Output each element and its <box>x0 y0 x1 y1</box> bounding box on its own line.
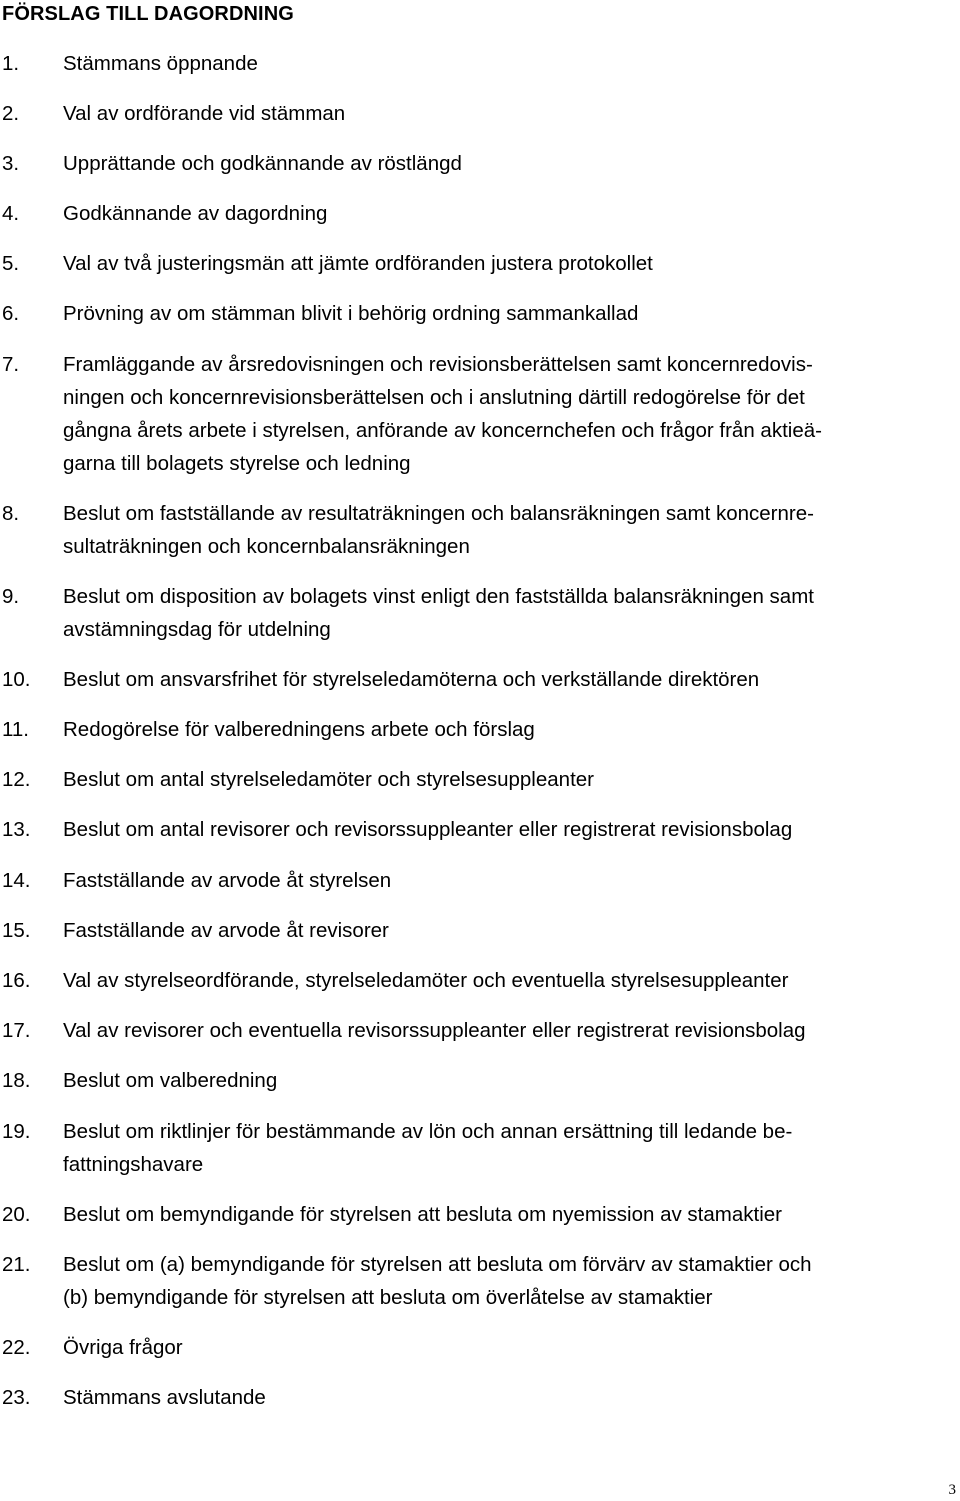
agenda-item-13 <box>0 813 950 846</box>
agenda-item-2 <box>0 97 950 130</box>
agenda-item-number: 3. <box>2 152 20 175</box>
agenda-item-10 <box>0 663 950 696</box>
agenda-item-20 <box>0 1198 950 1231</box>
agenda-item-number: 22. <box>2 1336 31 1359</box>
agenda-item-number: 12. <box>2 768 31 791</box>
agenda-item-text: Beslut om (a) bemyndigande för styrelsen att besluta om förvärv av stamaktier och (b) bemyndigande för styrelsen att besluta om överlåtelse av stamaktier <box>63 1253 812 1309</box>
agenda-item-17 <box>0 1014 950 1047</box>
agenda-item-number: 1. <box>2 52 20 75</box>
agenda-item-number: 14. <box>2 869 31 892</box>
agenda-item-number: 11. <box>2 718 29 741</box>
agenda-item-number: 13. <box>2 818 31 841</box>
agenda-item-19 <box>0 1115 950 1181</box>
agenda-item-text: Beslut om fastställande av resultaträkningen och balansräkningen samt koncernre- sultaträkningen och koncernbalansräkningen <box>63 502 814 558</box>
agenda-item-text: Redogörelse för valberedningens arbete och förslag <box>63 718 535 741</box>
agenda-item-text: Val av två justeringsmän att jämte ordföranden justera protokollet <box>63 252 653 275</box>
agenda-item-text: Stämmans öppnande <box>63 52 258 75</box>
agenda-item-text: Val av ordförande vid stämman <box>63 102 346 125</box>
agenda-item-number: 17. <box>2 1019 31 1042</box>
agenda-item-18 <box>0 1064 950 1097</box>
agenda-item-text: Upprättande och godkännande av röstlängd <box>63 152 462 175</box>
agenda-item-8 <box>0 497 950 563</box>
agenda-item-text: Fastställande av arvode åt revisorer <box>63 919 389 942</box>
agenda-item-text: Beslut om antal styrelseledamöter och styrelsesuppleanter <box>63 768 594 791</box>
agenda-item-number: 21. <box>2 1253 31 1276</box>
agenda-item-23 <box>0 1381 950 1414</box>
agenda-item-5 <box>0 247 950 280</box>
agenda-item-number: 6. <box>2 302 20 325</box>
agenda-item-22 <box>0 1331 950 1364</box>
page-title: FÖRSLAG TILL DAGORDNING <box>2 3 294 25</box>
agenda-item-text: Beslut om ansvarsfrihet för styrelseledamöterna och verkställande direktören <box>63 668 760 691</box>
agenda-item-text: Beslut om riktlinjer för bestämmande av lön och annan ersättning till ledande be- fattningshavare <box>63 1120 793 1176</box>
agenda-item-number: 16. <box>2 969 31 992</box>
agenda-item-text: Beslut om bemyndigande för styrelsen att besluta om nyemission av stamaktier <box>63 1203 782 1226</box>
agenda-item-number: 2. <box>2 102 20 125</box>
agenda-item-text: Prövning av om stämman blivit i behörig ordning sammankallad <box>63 302 639 325</box>
agenda-item-9 <box>0 580 950 646</box>
agenda-item-14 <box>0 864 950 897</box>
agenda-item-text: Fastställande av arvode åt styrelsen <box>63 869 392 892</box>
agenda-item-number: 10. <box>2 668 31 691</box>
agenda-item-7 <box>0 348 950 480</box>
agenda-item-text: Val av revisorer och eventuella revisorssuppleanter eller registrerat revisionsbolag <box>63 1019 806 1042</box>
agenda-item-number: 15. <box>2 919 31 942</box>
agenda-item-text: Val av styrelseordförande, styrelseledamöter och eventuella styrelsesuppleanter <box>63 969 789 992</box>
agenda-item-1 <box>0 47 950 80</box>
agenda-item-number: 7. <box>2 353 20 376</box>
agenda-item-text: Beslut om disposition av bolagets vinst enligt den fastställda balansräkningen samt avstämningsdag för utdelning <box>63 585 814 641</box>
agenda-item-text: Beslut om antal revisorer och revisorssuppleanter eller registrerat revisionsbolag <box>63 818 793 841</box>
agenda-item-4 <box>0 197 950 230</box>
agenda-item-number: 8. <box>2 502 20 525</box>
agenda-item-text: Beslut om valberedning <box>63 1069 278 1092</box>
agenda-item-11 <box>0 713 950 746</box>
agenda-item-number: 19. <box>2 1120 31 1143</box>
agenda-item-text: Godkännande av dagordning <box>63 202 328 225</box>
agenda-item-number: 5. <box>2 252 20 275</box>
agenda-item-text: Stämmans avslutande <box>63 1386 266 1409</box>
agenda-item-number: 4. <box>2 202 20 225</box>
agenda-item-12 <box>0 763 950 796</box>
agenda-item-3 <box>0 147 950 180</box>
agenda-item-number: 18. <box>2 1069 31 1092</box>
agenda-item-15 <box>0 914 950 947</box>
agenda-item-16 <box>0 964 950 997</box>
agenda-item-number: 23. <box>2 1386 31 1409</box>
agenda-item-number: 20. <box>2 1203 31 1226</box>
agenda-item-6 <box>0 297 950 330</box>
agenda-item-text: Framläggande av årsredovisningen och revisionsberättelsen samt koncernredovis- ningen och koncernrevisionsberättelsen och i anslutning därtill redogörelse för det gångna årets arbete i styrelsen, anförande av koncernchefen och frågor från aktieä- garna till bolagets styrelse och ledning <box>63 353 822 475</box>
agenda-item-21 <box>0 1248 950 1314</box>
page-number: 3 <box>948 1482 956 1498</box>
agenda-item-number: 9. <box>2 585 20 608</box>
agenda-item-text: Övriga frågor <box>63 1336 183 1359</box>
